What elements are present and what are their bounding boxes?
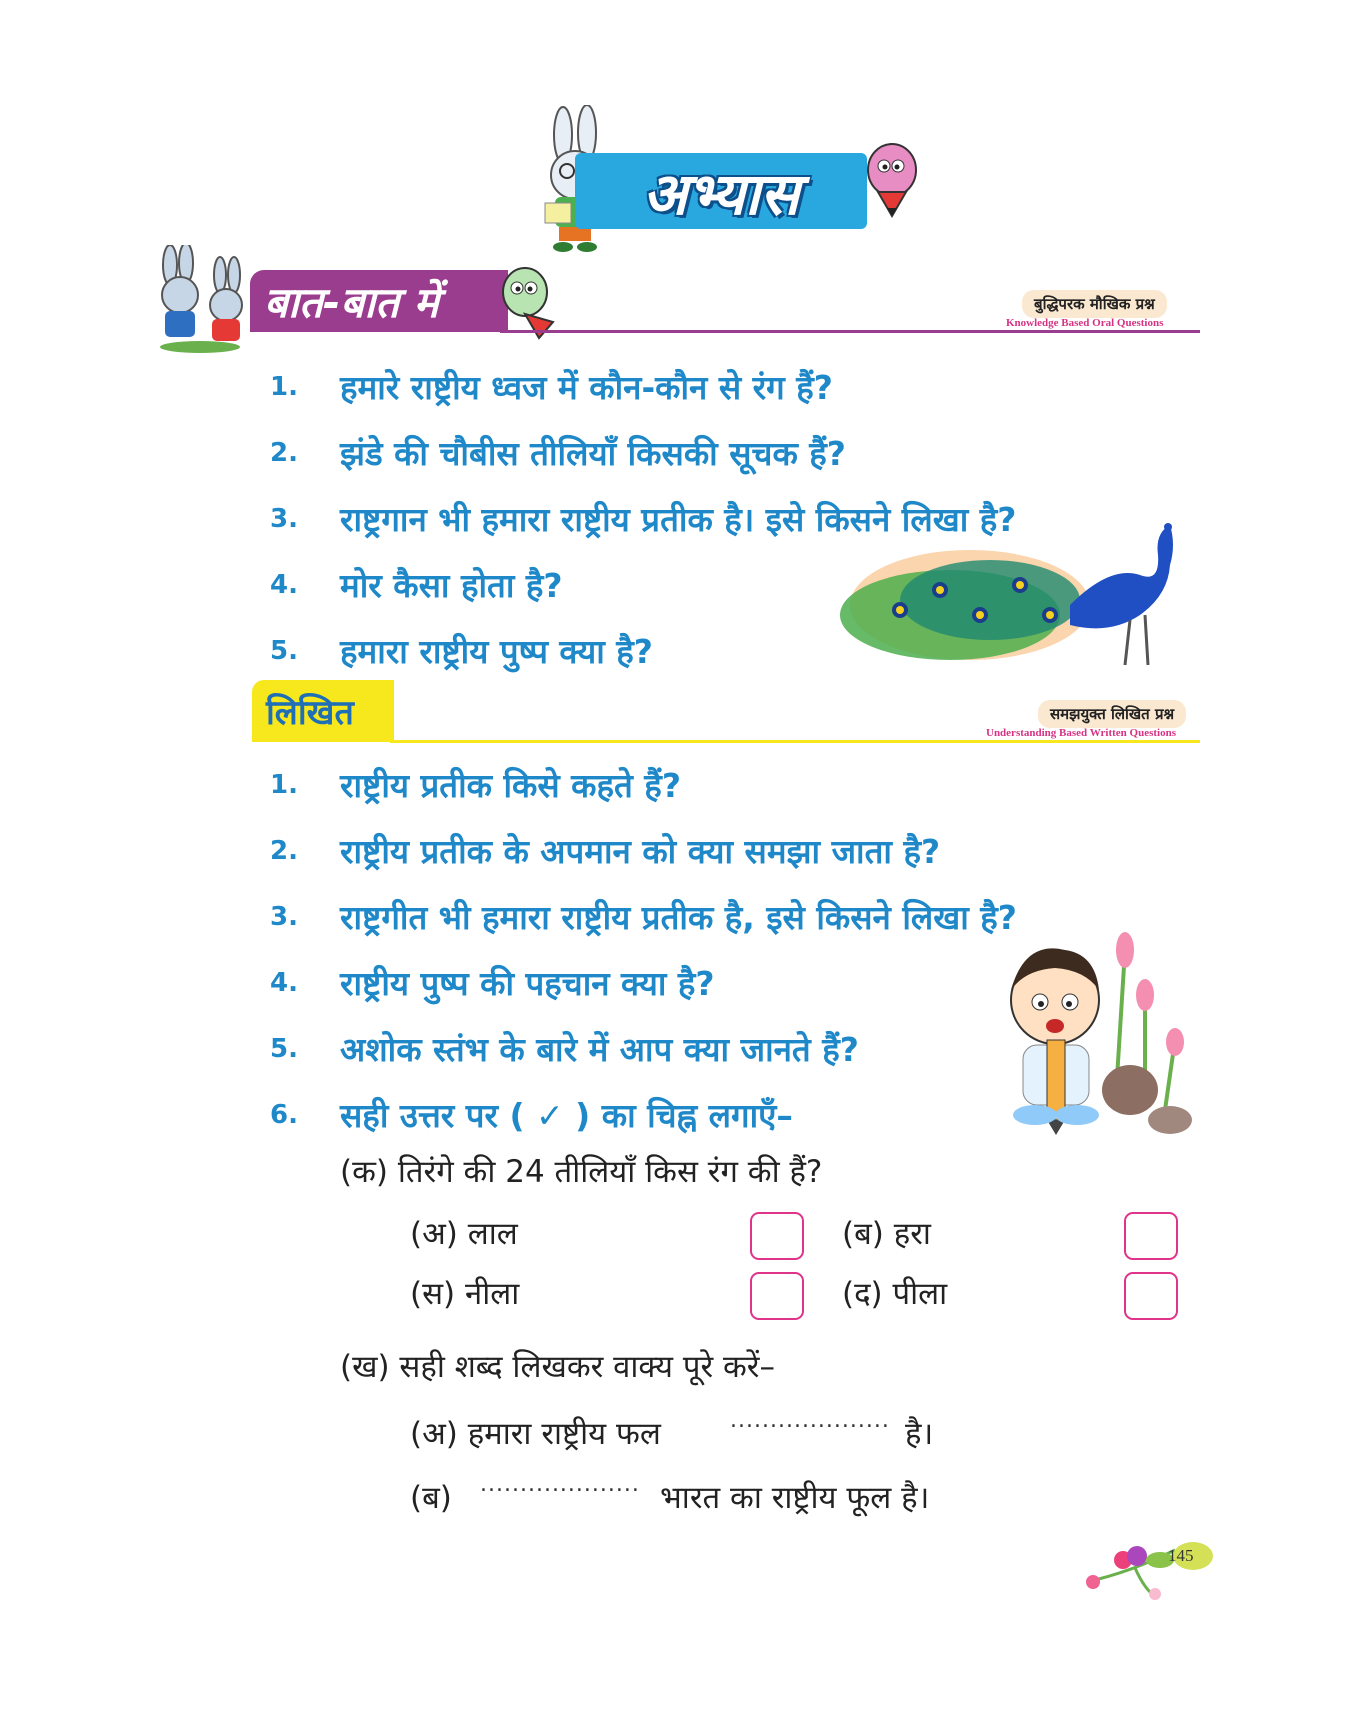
question-text: राष्ट्रगीत भी हमारा राष्ट्रीय प्रतीक है, इसे किसने लिखा है? — [340, 898, 1017, 937]
question-number: 3. — [270, 902, 298, 932]
page-number: 145 — [1168, 1546, 1194, 1565]
pencil-character-icon — [862, 140, 922, 220]
question-text: राष्ट्रीय प्रतीक किसे कहते हैं? — [340, 766, 681, 805]
page-title: अभ्यास — [642, 159, 800, 228]
question-number: 1. — [270, 372, 298, 402]
fill-line-a-suffix: है। — [905, 1416, 934, 1452]
question-text: सही उत्तर पर ( ✓ ) का चिह्न लगाएँ– — [340, 1096, 793, 1135]
oral-section-rule — [500, 330, 1200, 333]
fill-blank-b[interactable]: .................... — [480, 1472, 640, 1497]
written-question-tag — [1038, 700, 1186, 728]
question-text: मोर कैसा होता है? — [340, 566, 563, 605]
peacock-illustration — [840, 515, 1210, 675]
question-text: झंडे की चौबीस तीलियाँ किसकी सूचक हैं? — [340, 434, 846, 473]
option-a-label: (अ) लाल — [410, 1216, 518, 1252]
written-tag-english: Understanding Based Written Questions — [986, 727, 1176, 739]
oral-tag-english: Knowledge Based Oral Questions — [1006, 317, 1164, 329]
question-number: 6. — [270, 1100, 298, 1130]
sub-question-k: (क) तिरंगे की 24 तीलियाँ किस रंग की हैं? — [340, 1154, 823, 1190]
question-number: 3. — [270, 504, 298, 534]
fill-line-b-prefix: (ब) — [410, 1480, 452, 1516]
written-tag-hindi: समझयुक्त लिखित प्रश्न — [1038, 700, 1186, 728]
question-number: 1. — [270, 770, 298, 800]
fill-blank-a[interactable]: .................... — [730, 1408, 890, 1433]
question-number: 2. — [270, 836, 298, 866]
oral-question-tag — [1022, 290, 1167, 318]
sub-question-kh: (ख) सही शब्द लिखकर वाक्य पूरे करें– — [340, 1349, 775, 1385]
option-d-label: (द) पीला — [842, 1276, 948, 1312]
fill-line-b-suffix: भारत का राष्ट्रीय फूल है। — [660, 1480, 930, 1516]
question-number: 2. — [270, 438, 298, 468]
option-c-checkbox[interactable] — [750, 1272, 804, 1320]
oral-tag-hindi: बुद्धिपरक मौखिक प्रश्न — [1022, 290, 1167, 318]
question-text: हमारा राष्ट्रीय पुष्प क्या है? — [340, 632, 653, 671]
question-text: राष्ट्रीय पुष्प की पहचान क्या है? — [340, 964, 715, 1003]
question-text: अशोक स्तंभ के बारे में आप क्या जानते हैं? — [340, 1030, 859, 1069]
oral-section-title: बात-बात में — [264, 277, 439, 327]
option-c-label: (स) नीला — [410, 1276, 520, 1312]
option-b-label: (ब) हरा — [842, 1216, 931, 1252]
option-b-checkbox[interactable] — [1124, 1212, 1178, 1260]
question-number: 4. — [270, 968, 298, 998]
written-section-title: लिखित — [266, 693, 354, 733]
question-text: हमारे राष्ट्रीय ध्वज में कौन-कौन से रंग हैं? — [340, 368, 833, 407]
question-number: 5. — [270, 636, 298, 666]
option-d-checkbox[interactable] — [1124, 1272, 1178, 1320]
flower-decoration-icon — [1075, 1530, 1215, 1600]
question-number: 4. — [270, 570, 298, 600]
question-text: राष्ट्रगान भी हमारा राष्ट्रीय प्रतीक है। इसे किसने लिखा है? — [340, 500, 1017, 539]
boy-with-pencil-illustration — [995, 930, 1195, 1140]
rabbits-illustration — [140, 245, 260, 355]
written-section-rule — [390, 740, 1200, 743]
option-a-checkbox[interactable] — [750, 1212, 804, 1260]
written-section-header — [252, 680, 394, 742]
oral-section-header — [250, 270, 508, 332]
fill-line-a-prefix: (अ) हमारा राष्ट्रीय फल — [410, 1416, 661, 1452]
title-banner — [575, 153, 867, 229]
question-number: 5. — [270, 1034, 298, 1064]
question-text: राष्ट्रीय प्रतीक के अपमान को क्या समझा जाता है? — [340, 832, 941, 871]
